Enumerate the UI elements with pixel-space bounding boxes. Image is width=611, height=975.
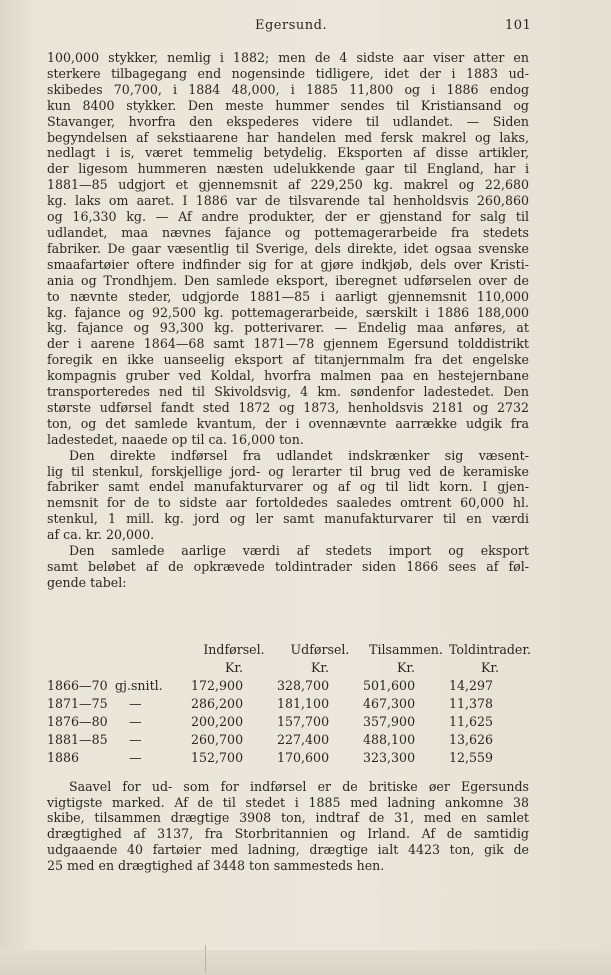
row-note: — bbox=[129, 714, 142, 729]
text-line: vigtigste marked. Af de til stedet i 1885 med ladning ankomne 38 bbox=[47, 794, 529, 810]
text-line: samt beløbet af de opkrævede toldintrader siden 1866 sees af føl- bbox=[47, 559, 529, 574]
text-line: stenkul, 1 mill. kg. jord og ler samt manufakturvarer til en værdi bbox=[47, 511, 529, 527]
text-line: to nævnte steder, udgjorde 1881—85 i aarligt gjennemsnit 110,000 bbox=[47, 288, 529, 304]
body-text-after-table bbox=[47, 766, 529, 887]
cell-value: 467,300 bbox=[363, 696, 416, 711]
col-unit: Kr. bbox=[224, 660, 244, 675]
running-title: Egersund. bbox=[255, 18, 328, 33]
cell-value: 14,297 bbox=[449, 678, 494, 693]
text-line: der ligesom hummeren næsten udelukkende gaar til England, har i bbox=[47, 161, 529, 177]
page-number: 101 bbox=[505, 18, 532, 33]
text-line: drægtighed af 3137, fra Storbritannien og Irland. Af de samtidig bbox=[47, 826, 529, 842]
cell-value: 286,200 bbox=[191, 696, 244, 711]
text-line: lig til stenkul, forskjellige jord- og lerarter til brug ved de keramiske bbox=[47, 463, 529, 479]
cell-value: 200,200 bbox=[191, 714, 244, 729]
cell-value: 172,900 bbox=[191, 678, 244, 693]
cell-value: 357,900 bbox=[363, 714, 416, 729]
text-line: fabriker. De gaar væsentlig til Sverige, dels direkte, idet ogsaa svenske bbox=[47, 240, 529, 256]
text-line: fabriker samt endel manufakturvarer og af og til lidt korn. I gjen- bbox=[47, 479, 529, 495]
table-row bbox=[47, 714, 531, 732]
text-line: skibe, tilsammen drægtige 3908 ton, indtraf de 31, med en samlet bbox=[47, 810, 529, 826]
text-line: Den direkte indførsel fra udlandet indskrænker sig væsent- bbox=[69, 447, 529, 463]
cell-value: 157,700 bbox=[277, 714, 330, 729]
row-period: 1886 bbox=[47, 750, 80, 765]
text-line: ania og Trondhjem. Den samlede eksport, iberegnet udførselen over de bbox=[47, 272, 529, 288]
text-line: transporteredes ned til Skivoldsvig, 4 km. søndenfor ladestedet. Den bbox=[47, 384, 529, 400]
text-line: Stavanger, hvorfra den ekspederes videre til udlandet. — Siden bbox=[47, 113, 529, 129]
text-line: kg. laks om aaret. I 1886 var de tilsvarende tal henholdsvis 260,860 bbox=[47, 193, 529, 209]
text-line: kg. fajance og 93,300 kg. potterivarer. — Endelig maa anføres, at bbox=[47, 320, 529, 336]
row-period: 1866—70 bbox=[47, 678, 108, 693]
text-line: nedlagt i is, været temmelig betydelig. Eksporten af disse artikler, bbox=[47, 145, 529, 161]
text-line: sterkere tilbagegang end nogensinde tidligere, idet der i 1883 ud- bbox=[47, 65, 529, 81]
col-header: Tilsammen. bbox=[369, 642, 443, 657]
text-line: 25 med en drægtighed af 3448 ton sammesteds hen. bbox=[47, 858, 385, 874]
col-unit: Kr. bbox=[396, 660, 416, 675]
col-header: Udførsel. bbox=[290, 642, 350, 657]
text-line: udlandet, maa nævnes fajance og pottemagerarbeide fra stedets bbox=[47, 224, 529, 240]
text-line: kg. fajance og 92,500 kg. pottemagerarbeide, særskilt i 1886 188,000 bbox=[47, 304, 529, 320]
cell-value: 260,700 bbox=[191, 732, 244, 747]
text-line: gende tabel: bbox=[47, 574, 127, 590]
cell-value: 488,100 bbox=[363, 732, 416, 747]
text-line: der i aarene 1864—68 samt 1871—78 gjennem Egersund tolddistrikt bbox=[47, 336, 529, 352]
col-unit: Kr. bbox=[480, 660, 500, 675]
paragraph-imports bbox=[47, 448, 529, 543]
cell-value: 170,600 bbox=[277, 750, 330, 765]
text-line: nemsnit for de to sidste aar fortoldedes saaledes omtrent 60,000 hl. bbox=[47, 495, 529, 511]
trade-table bbox=[47, 642, 531, 768]
text-line: af ca. kr. 20,000. bbox=[47, 527, 155, 543]
row-period: 1871—75 bbox=[47, 696, 108, 711]
cell-value: 152,700 bbox=[191, 750, 244, 765]
scan-mark bbox=[205, 945, 206, 973]
table-header-row bbox=[47, 642, 531, 660]
row-period: 1876—80 bbox=[47, 714, 108, 729]
text-line: kompagnis gruber ved Koldal, hvorfra malmen paa en hestejernbane bbox=[47, 368, 529, 384]
row-note: gj.snitl. bbox=[115, 678, 163, 693]
cell-value: 227,400 bbox=[277, 732, 330, 747]
text-line: 1881—85 udgjort et gjennemsnit af 229,250 kg. makrel og 22,680 bbox=[47, 177, 529, 193]
cell-value: 11,378 bbox=[449, 696, 494, 711]
text-line: udgaaende 40 fartøier med ladning, drægtige ialt 4423 ton, gik de bbox=[47, 842, 529, 858]
col-header: Toldintrader. bbox=[449, 642, 531, 657]
text-line: smaafartøier oftere indfinder sig for at gjøre indkjøb, dels over Kristi- bbox=[47, 256, 529, 272]
text-line: foregik en ikke uanseelig eksport af titanjernmalm fra det engelske bbox=[47, 352, 529, 368]
table-row bbox=[47, 696, 531, 714]
body-text bbox=[47, 50, 529, 591]
row-note: — bbox=[129, 696, 142, 711]
text-line: største udførsel fandt sted 1872 og 1873, henholdsvis 2181 og 2732 bbox=[47, 399, 529, 415]
text-line: ton, og det samlede kvantum, der i ovennævnte aarrække udgik fra bbox=[47, 415, 529, 431]
paragraph-exports bbox=[47, 50, 529, 448]
text-line: Saavel for ud- som for indførsel er de britiske øer Egersunds bbox=[69, 778, 529, 794]
cell-value: 323,300 bbox=[363, 750, 416, 765]
row-note: — bbox=[129, 750, 142, 765]
text-line: ladestedet, naaede op til ca. 16,000 ton. bbox=[47, 431, 304, 447]
cell-value: 12,559 bbox=[449, 750, 494, 765]
paragraph-table-intro bbox=[47, 543, 529, 591]
row-note: — bbox=[129, 732, 142, 747]
cell-value: 181,100 bbox=[277, 696, 330, 711]
running-head bbox=[0, 18, 611, 38]
cell-value: 13,626 bbox=[449, 732, 494, 747]
paragraph-markets bbox=[47, 779, 529, 874]
col-unit: Kr. bbox=[310, 660, 330, 675]
text-line: 100,000 stykker, nemlig i 1882; men de 4 sidste aar viser atter en bbox=[47, 50, 529, 65]
text-line: Den samlede aarlige værdi af stedets import og eksport bbox=[69, 543, 529, 559]
col-header: Indførsel. bbox=[203, 642, 265, 657]
text-line: skibedes 70,700, i 1884 48,000, i 1885 11,800 og i 1886 endog bbox=[47, 81, 529, 97]
cell-value: 328,700 bbox=[277, 678, 330, 693]
table-unit-row bbox=[47, 660, 531, 678]
row-period: 1881—85 bbox=[47, 732, 108, 747]
table-row bbox=[47, 732, 531, 750]
text-line: begyndelsen af sekstiaarene har handelen med fersk makrel og laks, bbox=[47, 129, 529, 145]
text-line: og 16,330 kg. — Af andre produkter, der er gjenstand for salg til bbox=[47, 209, 529, 225]
text-line: kun 8400 stykker. Den meste hummer sendes til Kristiansand og bbox=[47, 97, 529, 113]
cell-value: 11,625 bbox=[449, 714, 494, 729]
table-row bbox=[47, 678, 531, 696]
cell-value: 501,600 bbox=[363, 678, 416, 693]
page-bottom-edge bbox=[0, 950, 611, 975]
